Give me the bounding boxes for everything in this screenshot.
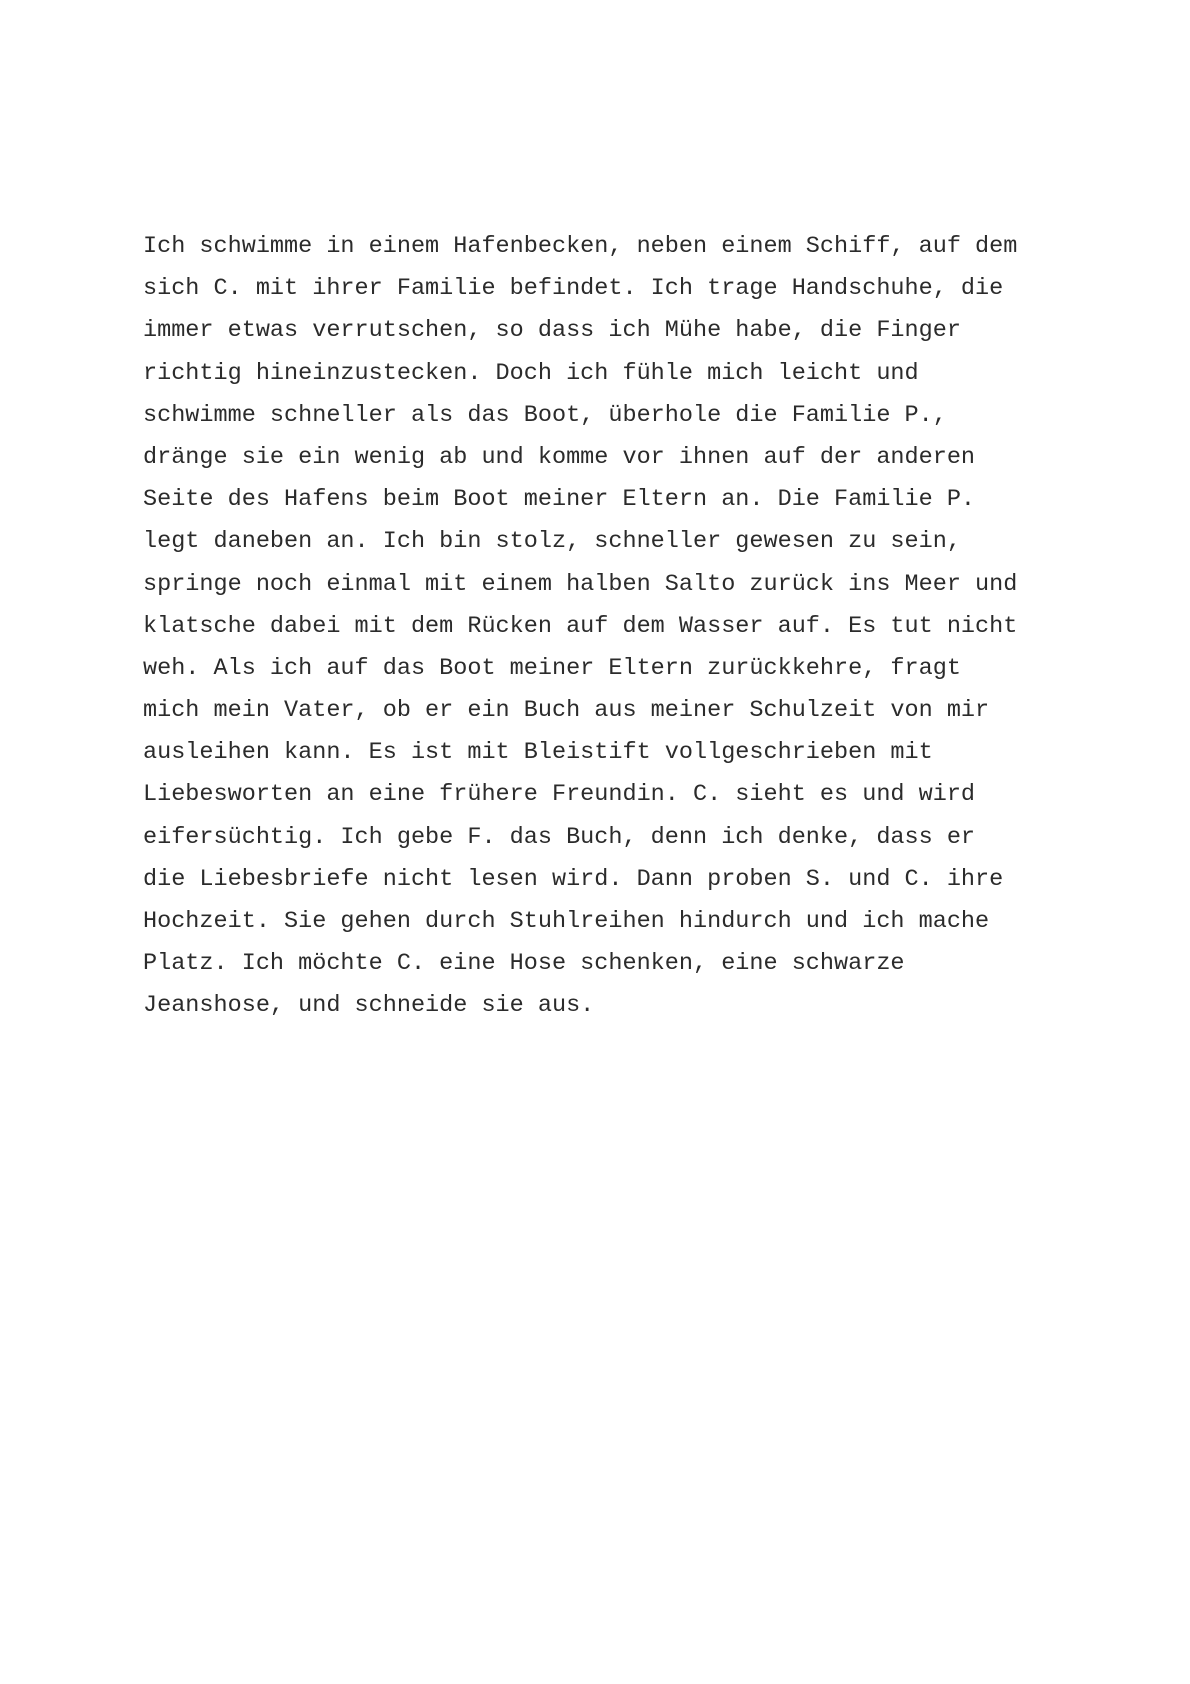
- text-line: immer etwas verrutschen, so dass ich Mühe habe, die Finger: [143, 317, 961, 345]
- text-line: Seite des Hafens beim Boot meiner Eltern an. Die Familie P.: [143, 486, 976, 514]
- text-line: legt daneben an. Ich bin stolz, schneller gewesen zu sein,: [143, 528, 961, 556]
- text-line: Jeanshose, und schneide sie aus.: [143, 992, 595, 1020]
- text-line: schwimme schneller als das Boot, überhole die Familie P.,: [143, 401, 947, 429]
- text-line: weh. Als ich auf das Boot meiner Eltern zurückkehre, fragt: [143, 654, 961, 682]
- text-line: ausleihen kann. Es ist mit Bleistift vollgeschrieben mit: [143, 739, 933, 767]
- text-line: springe noch einmal mit einem halben Salto zurück ins Meer und: [143, 570, 1018, 598]
- text-line: eifersüchtig. Ich gebe F. das Buch, denn ich denke, dass er: [143, 823, 976, 851]
- text-line: die Liebesbriefe nicht lesen wird. Dann proben S. und C. ihre: [143, 865, 1004, 893]
- body-text: [143, 226, 1083, 1028]
- text-line: Ich schwimme in einem Hafenbecken, neben einem Schiff, auf dem: [143, 233, 1018, 260]
- text-line: mich mein Vater, ob er ein Buch aus meiner Schulzeit von mir: [143, 697, 990, 725]
- text-line: sich C. mit ihrer Familie befindet. Ich trage Handschuhe, die: [143, 275, 1004, 303]
- text-line: klatsche dabei mit dem Rücken auf dem Wasser auf. Es tut nicht: [143, 612, 1018, 640]
- text-line: Liebesworten an eine frühere Freundin. C. sieht es und wird: [143, 781, 976, 809]
- text-line: richtig hineinzustecken. Doch ich fühle mich leicht und: [143, 359, 919, 387]
- text-line: Hochzeit. Sie gehen durch Stuhlreihen hindurch und ich mache: [143, 908, 990, 935]
- text-line: Platz. Ich möchte C. eine Hose schenken, eine schwarze: [143, 950, 905, 978]
- text-line: dränge sie ein wenig ab und komme vor ihnen auf der anderen: [143, 443, 976, 471]
